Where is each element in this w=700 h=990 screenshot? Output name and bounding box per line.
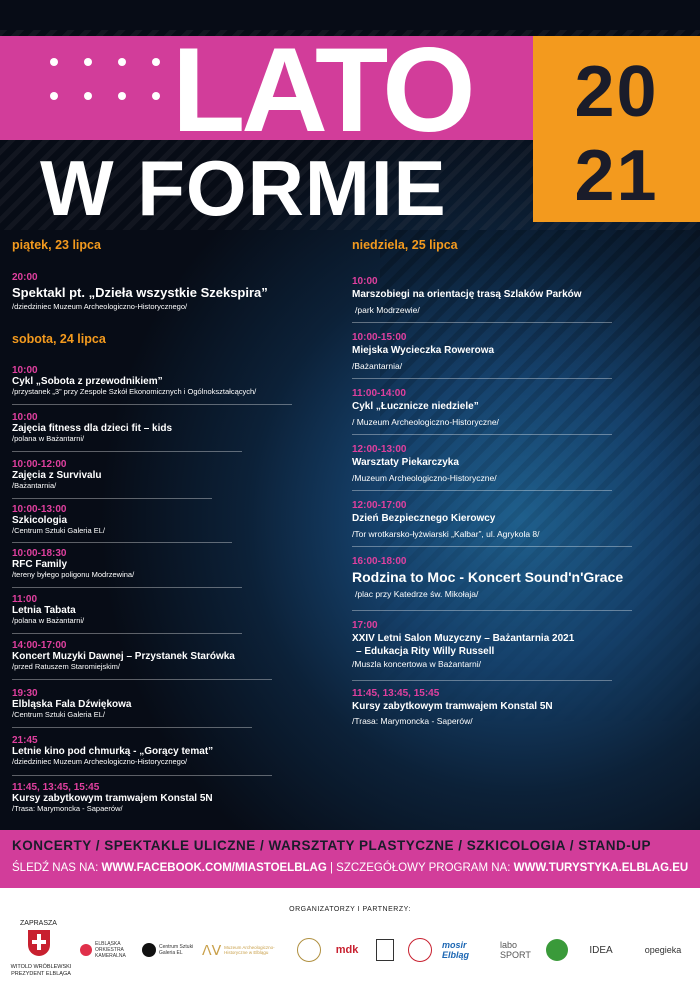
event-location: /park Modrzewie/ [355, 305, 420, 315]
event-title: Warsztaty Piekarczyka [352, 457, 459, 468]
partner-seal-icon [296, 938, 322, 962]
event-location: /Centrum Sztuki Galeria EL/ [12, 526, 105, 535]
event-saturday-5 [12, 548, 352, 579]
event-location: /Tor wrotkarsko-łyżwiarski „Kalbar”, ul. Agrykola 8/ [352, 529, 540, 539]
event-title: Elbląska Fala Dźwiękowa [12, 699, 132, 710]
footer-links [12, 862, 688, 874]
event-location: /Centrum Sztuki Galeria EL/ [12, 710, 105, 719]
event-time: 10:00-18:30 [12, 548, 67, 559]
event-title: Marszobiegi na orientację trasą Szlaków Parków [352, 289, 582, 300]
partner-logo-labo: labo SPORT [500, 940, 531, 960]
event-saturday-10 [12, 782, 352, 813]
event-time: 12:00-13:00 [352, 444, 407, 455]
event-saturday-6 [12, 594, 352, 625]
title-w-formie: W FORMIE [40, 144, 447, 232]
event-location: /Muszla koncertowa w Bażantarni/ [352, 659, 481, 669]
partner-logo-idea: IDEA [589, 944, 613, 956]
event-sunday-7 [352, 620, 692, 669]
event-time: 10:00 [12, 412, 38, 423]
event-time: 11:00-14:00 [352, 388, 406, 399]
event-saturday-1 [12, 365, 352, 396]
organizers-label: ORGANIZATORZY I PARTNERZY: [289, 906, 411, 913]
divider [12, 775, 272, 776]
partner-green-icon [544, 938, 570, 962]
divider [12, 679, 272, 680]
divider [12, 451, 242, 452]
divider [12, 727, 252, 728]
event-saturday-7 [12, 640, 352, 671]
event-time: 11:45, 13:45, 15:45 [12, 782, 100, 793]
event-location: /przed Ratuszem Staromiejskim/ [12, 662, 120, 671]
divider [12, 498, 212, 499]
event-title: Spektakl pt. „Dzieła wszystkie Szekspira” [12, 285, 268, 300]
event-location: /Bażantarnia/ [12, 481, 57, 490]
event-title: Cykl „Łucznicze niedziele” [352, 401, 479, 412]
event-location: /Bażantarnia/ [352, 361, 403, 371]
event-subtitle: – Edukacja Rity Willy Russell [356, 646, 495, 657]
event-sunday-6 [352, 556, 692, 599]
year-top: 20 [574, 52, 659, 132]
divider [12, 404, 292, 405]
event-saturday-3 [12, 459, 352, 490]
partner-logo-orchestra: ELBLĄSKA ORKIESTRA KAMERALNA [80, 938, 135, 962]
year-box [533, 36, 700, 222]
divider [352, 680, 612, 681]
event-location: /plac przy Katedrze św. Mikołaja/ [355, 589, 479, 599]
partner-logo-mosir: mosir Elbląg [442, 940, 470, 960]
dot-pattern [40, 52, 160, 122]
divider [12, 633, 242, 634]
event-title: Koncert Muzyki Dawnej – Przystanek Starówka [12, 651, 235, 662]
divider [352, 322, 612, 323]
divider [352, 378, 612, 379]
event-sunday-5 [352, 500, 692, 539]
event-title: Letnie kino pod chmurką - „Gorący temat” [12, 746, 214, 757]
divider [12, 587, 242, 588]
event-time: 10:00-15:00 [352, 332, 407, 343]
event-time: 11:00 [12, 594, 38, 605]
event-location: /przystanek „3” przy Zespole Szkół Ekonomicznych i Ogólnokształcących/ [12, 387, 257, 396]
president-label: WITOLD WRÓBLEWSKI PREZYDENT ELBLĄGA [10, 964, 72, 977]
event-time: 20:00 [12, 272, 38, 283]
event-location: /Muzeum Archeologiczno-Historyczne/ [352, 473, 497, 483]
event-saturday-4 [12, 504, 352, 535]
left-column [12, 232, 362, 822]
partner-logo-mdk: mdk [335, 944, 359, 956]
event-time: 10:00-12:00 [12, 459, 67, 470]
event-location: /polana w Bażantarni/ [12, 434, 85, 443]
zaprasza-label: ZAPRASZA [20, 920, 57, 927]
event-friday-1 [12, 272, 352, 311]
day-heading-saturday: sobota, 24 lipca [12, 332, 106, 346]
event-time: 19:30 [12, 688, 38, 699]
event-location: /Trasa: Marymoncka - Sapaerów/ [12, 804, 123, 813]
event-time: 10:00-13:00 [12, 504, 67, 515]
day-heading-sunday: niedziela, 25 lipca [352, 238, 458, 252]
program-label: | SZCZEGÓŁOWY PROGRAM NA: [330, 862, 511, 874]
divider [352, 610, 632, 611]
event-location: /dziedziniec Muzeum Archeologiczno-Historycznego/ [12, 302, 188, 311]
event-sunday-8 [352, 688, 692, 726]
event-saturday-8 [12, 688, 352, 719]
event-location: /polana w Bażantarni/ [12, 616, 85, 625]
event-title: Kursy zabytkowym tramwajem Konstal 5N [12, 793, 213, 804]
event-time: 21:45 [12, 735, 38, 746]
event-sunday-2 [352, 332, 692, 371]
event-title: Cykl „Sobota z przewodnikiem” [12, 376, 163, 387]
partner-logo-museum: ᐱᐯ Muzeum Archeologiczno-Historyczne w Elblągu [202, 941, 275, 958]
partner-emblem-icon [374, 938, 396, 962]
event-title: Rodzina to Moc - Koncert Sound'n'Grace [352, 569, 624, 585]
partner-badge-icon [406, 938, 434, 962]
program-link[interactable]: WWW.TURYSTYKA.ELBLAG.EU [513, 862, 689, 874]
event-sunday-3 [352, 388, 692, 427]
event-location: /tereny byłego poligonu Modrzewina/ [12, 570, 135, 579]
event-time: 10:00 [12, 365, 38, 376]
event-time: 14:00-17:00 [12, 640, 67, 651]
event-location: / Muzeum Archeologiczno-Historyczne/ [352, 417, 499, 427]
follow-label: ŚLEDŹ NAS NA: [12, 862, 99, 874]
event-title: Zajęcia z Survivalu [12, 470, 102, 481]
right-column [352, 232, 697, 742]
partner-logo-galeria-el: Centrum Sztuki Galeria EL [142, 938, 197, 962]
divider [352, 546, 632, 547]
event-sunday-1 [352, 276, 692, 315]
footer-categories: KONCERTY / SPEKTAKLE ULICZNE / WARSZTATY PLASTYCZNE / SZKICOLOGIA / STAND-UP [12, 838, 652, 853]
divider [12, 542, 232, 543]
event-sunday-4 [352, 444, 692, 483]
event-title: Zajęcia fitness dla dzieci fit – kids [12, 423, 173, 434]
event-title: Szkicologia [12, 515, 68, 526]
divider [352, 434, 612, 435]
divider [352, 490, 612, 491]
event-title: Kursy zabytkowym tramwajem Konstal 5N [352, 701, 553, 712]
event-time: 17:00 [352, 620, 378, 631]
event-saturday-9 [12, 735, 352, 766]
event-time: 10:00 [352, 276, 378, 287]
event-title: Dzień Bezpiecznego Kierowcy [352, 513, 496, 524]
title-lato: LATO [172, 23, 472, 157]
event-title: Letnia Tabata [12, 605, 76, 616]
year-bottom: 21 [574, 136, 659, 216]
event-saturday-2 [12, 412, 352, 443]
event-location: /dziedziniec Muzeum Archeologiczno-Historycznego/ [12, 757, 188, 766]
event-title: RFC Family [12, 559, 68, 570]
event-time: 12:00-17:00 [352, 500, 407, 511]
event-title: XXIV Letni Salon Muzyczny – Bażantarnia 2021 [352, 633, 575, 644]
elblag-crest-icon [28, 930, 50, 956]
day-heading-friday: piątek, 23 lipca [12, 238, 101, 252]
event-location: /Trasa: Marymoncka - Saperów/ [352, 716, 473, 726]
partner-logo-opegieka: opegieka [644, 945, 682, 955]
event-time: 11:45, 13:45, 15:45 [352, 688, 440, 699]
facebook-link[interactable]: WWW.FACEBOOK.COM/MIASTOELBLAG [101, 862, 327, 874]
event-time: 16:00-18:00 [352, 556, 407, 567]
event-title: Miejska Wycieczka Rowerowa [352, 345, 495, 356]
